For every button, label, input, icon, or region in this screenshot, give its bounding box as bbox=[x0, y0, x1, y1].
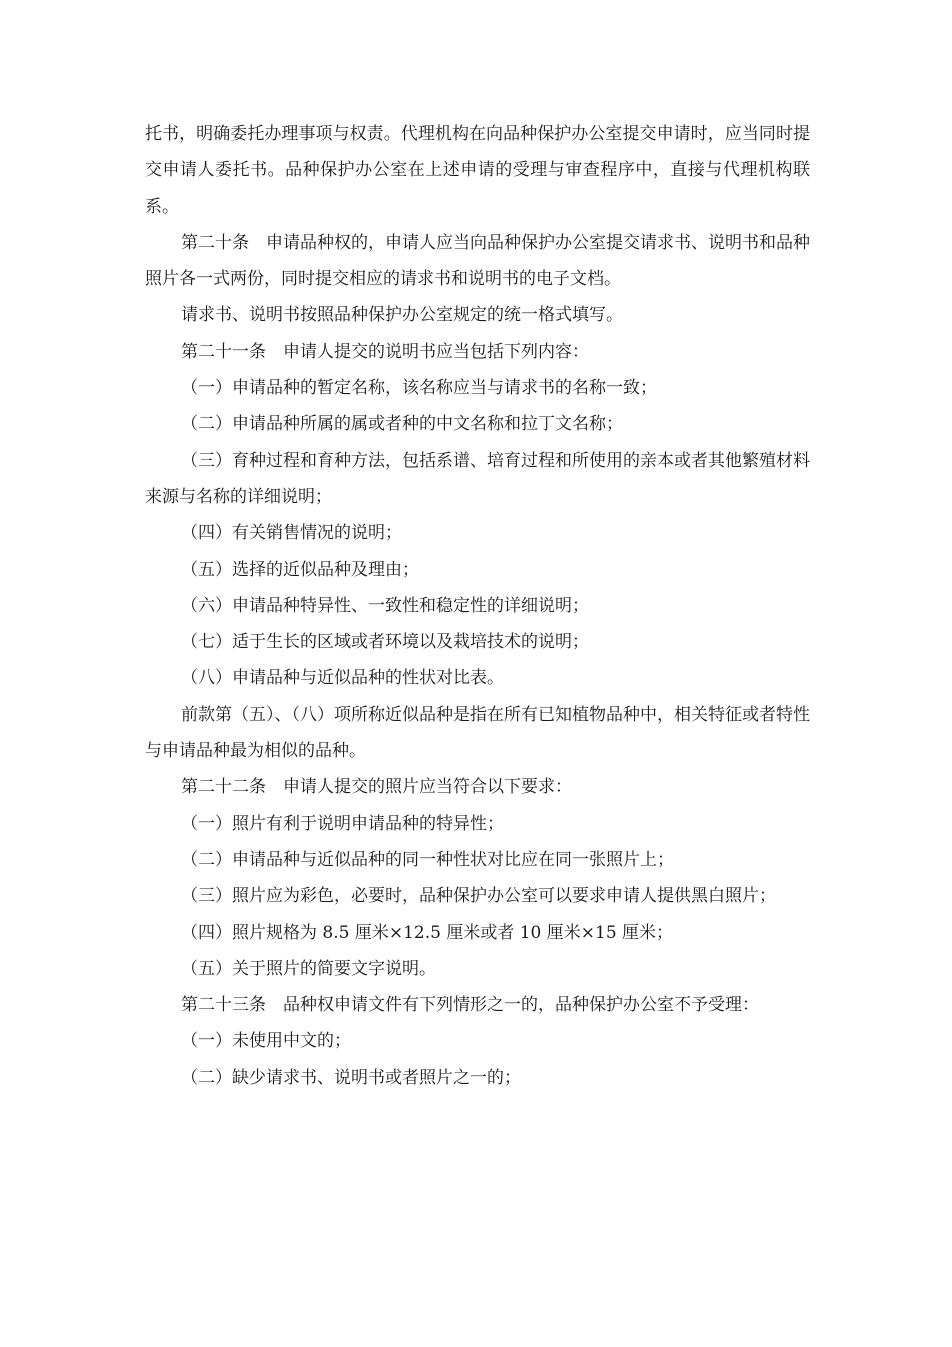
article-23-item-1: （一）未使用中文的； bbox=[181, 1031, 351, 1052]
paragraph-continuation: 托书，明确委托办理事项与权责。代理机构在向品种保护办公室提交申请时，应当同时提交申请人委托书。品种保护办公室在上述申请的受理与审查程序中，直接与代理机构联系。 bbox=[145, 124, 810, 217]
article-21-item-3: （三）育种过程和育种方法，包括系谱、培育过程和所使用的亲本或者其他繁殖材料来源与名称的详细说明； bbox=[145, 450, 810, 507]
article-22-item-2: （二）申请品种与近似品种的同一种性状对比应在同一张照片上； bbox=[181, 849, 674, 870]
article-23: 第二十三条 品种权申请文件有下列情形之一的，品种保护办公室不予受理： bbox=[181, 995, 759, 1016]
paragraph-format-note: 请求书、说明书按照品种保护办公室规定的统一格式填写。 bbox=[181, 305, 623, 326]
article-21-item-8: （八）申请品种与近似品种的性状对比表。 bbox=[181, 668, 504, 689]
document-body bbox=[145, 116, 810, 1096]
article-22-item-5: （五）关于照片的简要文字说明。 bbox=[181, 958, 436, 979]
article-23-item-2: （二）缺少请求书、说明书或者照片之一的； bbox=[181, 1067, 521, 1088]
article-21-item-2: （二）申请品种所属的属或者种的中文名称和拉丁文名称； bbox=[181, 414, 623, 435]
article-21-item-5: （五）选择的近似品种及理由； bbox=[181, 559, 419, 580]
article-22-item-1: （一）照片有利于说明申请品种的特异性； bbox=[181, 813, 504, 834]
article-22-item-4: （四）照片规格为 8.5 厘米×12.5 厘米或者 10 厘米×15 厘米； bbox=[181, 922, 674, 943]
article-21-item-4: （四）有关销售情况的说明； bbox=[181, 523, 402, 544]
article-22-item-3: （三）照片应为彩色，必要时，品种保护办公室可以要求申请人提供黑白照片； bbox=[181, 886, 776, 907]
article-21-item-1: （一）申请品种的暂定名称，该名称应当与请求书的名称一致； bbox=[181, 378, 657, 399]
article-21-item-7: （七）适于生长的区域或者环境以及栽培技术的说明； bbox=[181, 632, 589, 653]
article-21-item-6: （六）申请品种特异性、一致性和稳定性的详细说明； bbox=[181, 595, 589, 616]
article-22: 第二十二条 申请人提交的照片应当符合以下要求： bbox=[181, 777, 572, 798]
article-21: 第二十一条 申请人提交的说明书应当包括下列内容： bbox=[181, 341, 589, 362]
similar-variety-definition: 前款第（五）、（八）项所称近似品种是指在所有已知植物品种中，相关特征或者特性与申请品种最为相似的品种。 bbox=[145, 704, 810, 762]
article-20: 第二十条 申请品种权的，申请人应当向品种保护办公室提交请求书、说明书和品种照片各一式两份，同时提交相应的请求书和说明书的电子文档。 bbox=[145, 232, 810, 290]
